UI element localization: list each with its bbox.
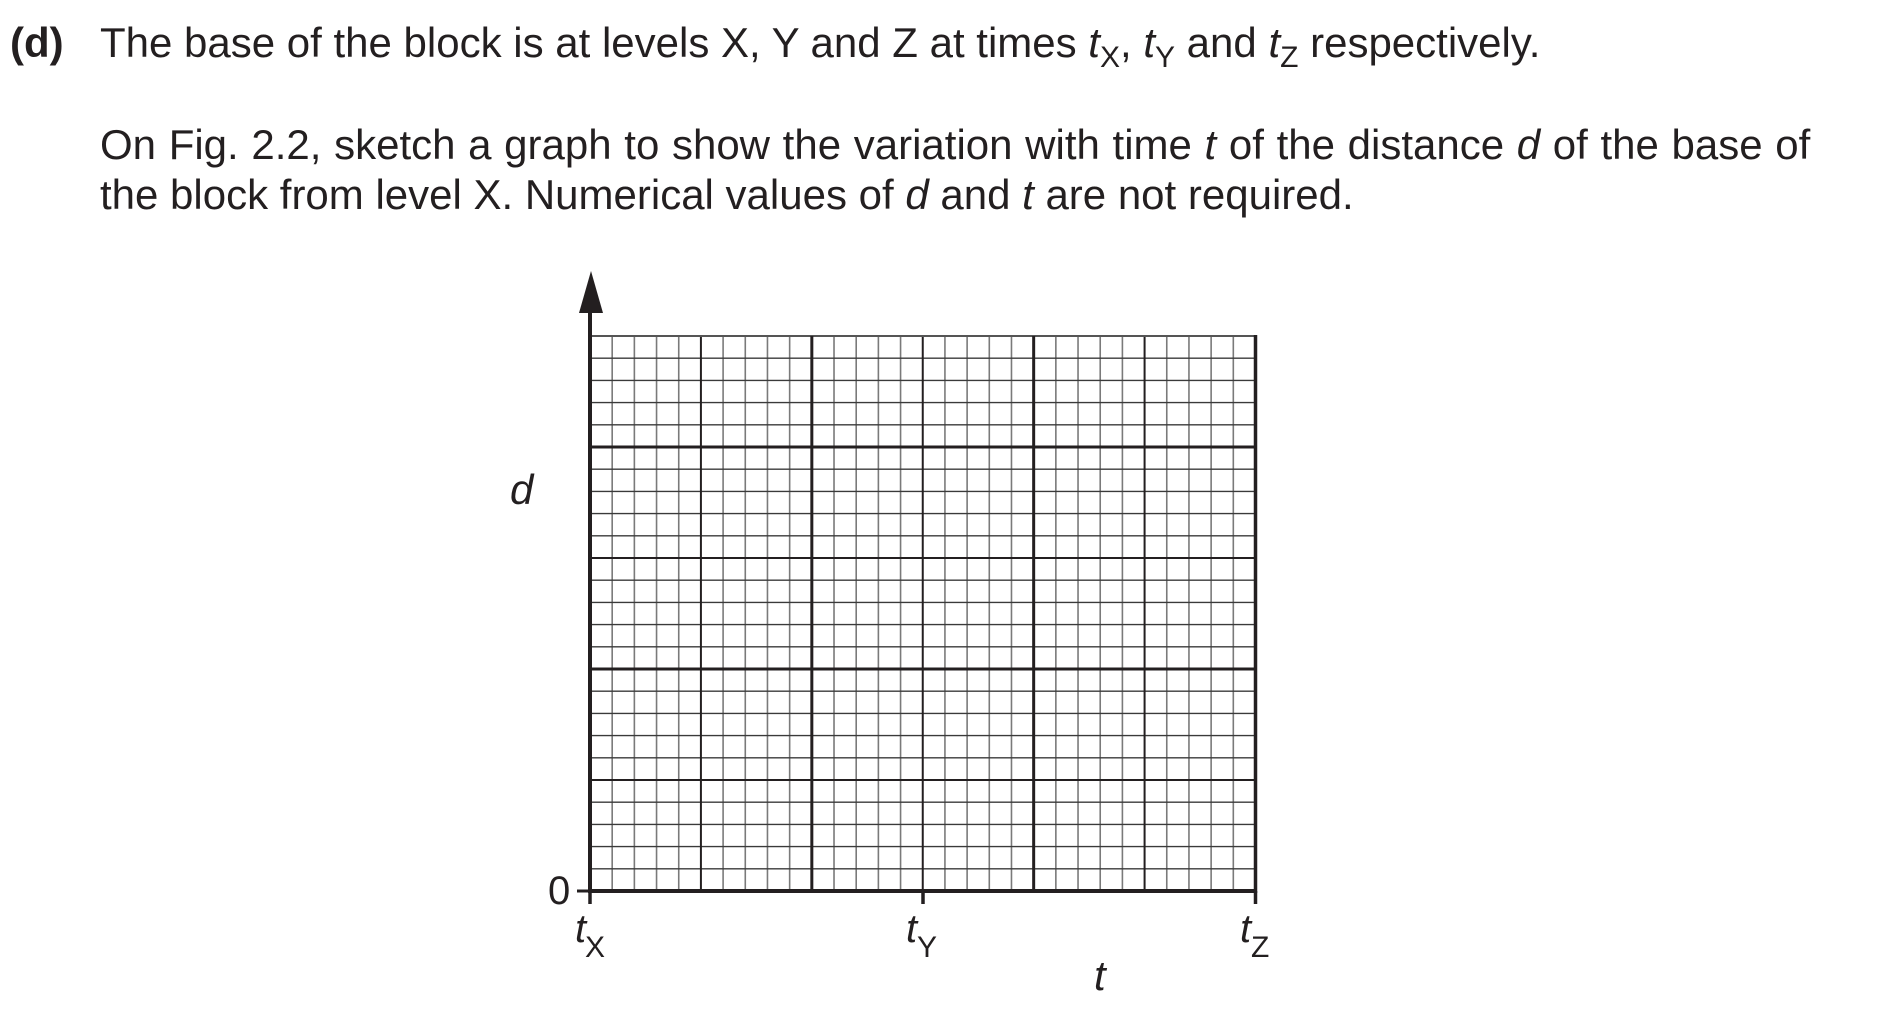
svg-text:X: X (585, 931, 606, 964)
svg-text:t: t (575, 907, 587, 951)
svg-text:Y: Y (917, 931, 938, 964)
svg-text:t: t (1240, 907, 1252, 951)
svg-text:t: t (906, 907, 918, 951)
question-text-1: The base of the block is at levels X, Y and Z at times $t_X$, $t_Y$ and $t_Z$ respectively. (100, 19, 1541, 74)
x-tick-label-tx (575, 907, 605, 964)
question-text-3: the block from level X. Numerical values of d and t are not required. (100, 171, 1354, 218)
y-axis-label: d (510, 466, 534, 513)
x-tick-label-tz (1240, 907, 1269, 964)
x-tick-label-ty (906, 907, 937, 964)
svg-text:Z: Z (1251, 931, 1270, 964)
part-label: (d) (10, 19, 64, 66)
y-origin-label: 0 (548, 869, 571, 913)
question-text-2: On Fig. 2.2, sketch a graph to show the variation with time t of the distance d of the base of (100, 121, 1811, 168)
y-axis-arrow-icon (579, 271, 603, 313)
grid-mid-lines (590, 336, 1256, 891)
x-axis-label: t (1094, 952, 1106, 999)
